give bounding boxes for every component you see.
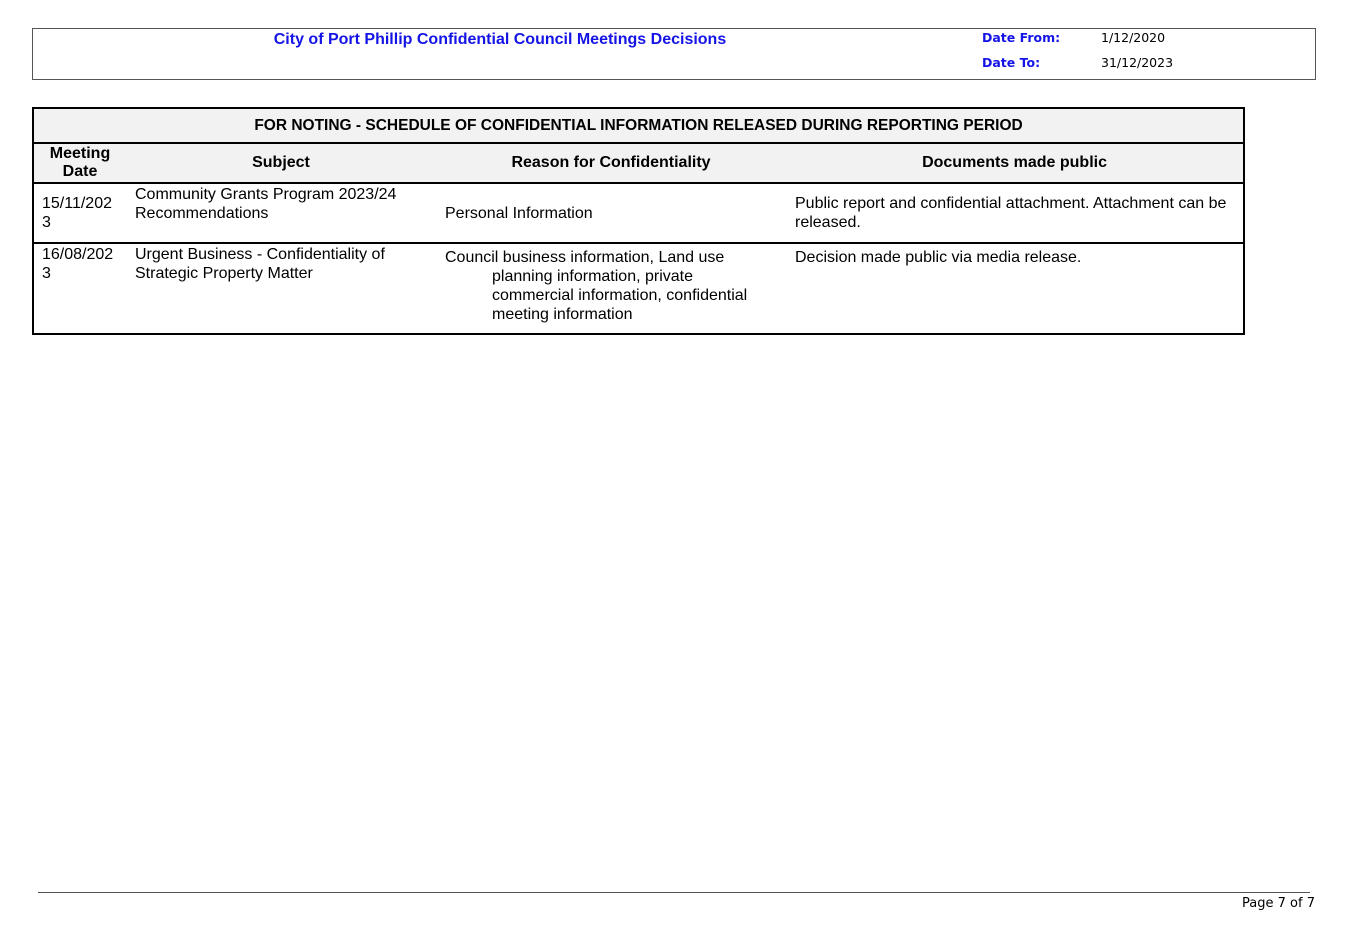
page-number: Page 7 of 7 <box>1242 896 1315 911</box>
subject-cell: Community Grants Program 2023/24 Recommendations <box>126 183 436 243</box>
table-row <box>33 183 1244 243</box>
column-header-meeting-date: Meeting Date <box>33 143 126 183</box>
table-row <box>33 243 1244 334</box>
date-to-value: 31/12/2023 <box>1101 55 1174 70</box>
documents-cell: Public report and confidential attachment. Attachment can be released. <box>786 183 1244 243</box>
column-header-subject: Subject <box>126 143 436 183</box>
date-from-value: 1/12/2020 <box>1101 30 1166 45</box>
footer-divider <box>38 892 1310 893</box>
meeting-date-cell <box>33 183 126 243</box>
reason-cell: Council business information, Land use planning information, private commercial information, confidential meeting information <box>445 249 748 323</box>
reason-cell: Personal Information <box>436 183 786 243</box>
report-title: City of Port Phillip Confidential Council Meetings Decisions <box>273 31 727 48</box>
documents-cell: Decision made public via media release. <box>795 249 1082 266</box>
meeting-date: 16/08/2023 <box>42 246 114 282</box>
column-header-documents: Documents made public <box>786 143 1244 183</box>
column-header-reason: Reason for Confidentiality <box>436 143 786 183</box>
meeting-date-cell <box>33 243 126 334</box>
meeting-date: 15/11/2023 <box>42 195 112 231</box>
date-to-label: Date To: <box>982 55 1041 70</box>
report-header <box>32 28 1316 80</box>
subject-cell: Urgent Business - Confidentiality of Strategic Property Matter <box>135 246 385 282</box>
section-title: FOR NOTING - SCHEDULE OF CONFIDENTIAL INFORMATION RELEASED DURING REPORTING PERIOD <box>33 108 1244 143</box>
confidential-information-table <box>32 107 1245 335</box>
date-from-label: Date From: <box>982 30 1061 45</box>
